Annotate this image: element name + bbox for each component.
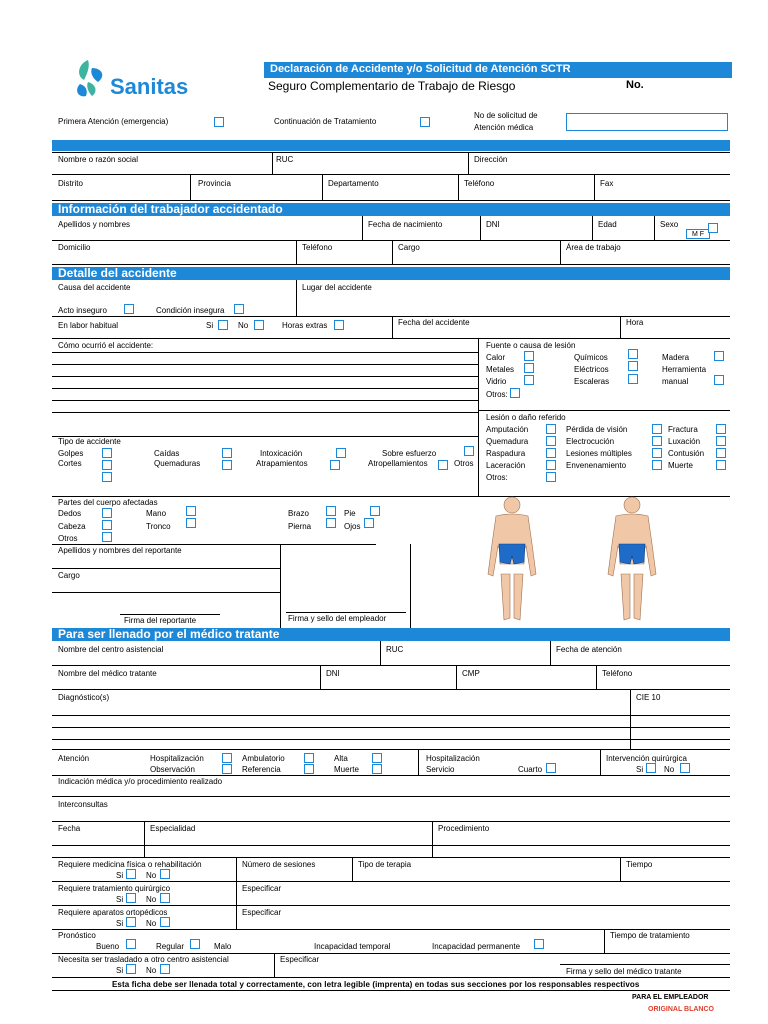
parte-brazo-label: Brazo bbox=[288, 509, 309, 518]
lesion-envenenamiento-checkbox[interactable] bbox=[652, 460, 662, 470]
parte-cabeza-label: Cabeza bbox=[58, 522, 86, 531]
servicio-label: Servicio bbox=[426, 765, 455, 774]
reportante-label: Apellidos y nombres del reportante bbox=[58, 546, 182, 555]
especialidad-label: Especialidad bbox=[150, 824, 196, 833]
parte-pierna-label: Pierna bbox=[288, 522, 312, 531]
tipo-title: Tipo de accidente bbox=[58, 437, 121, 446]
lesion-electrocucion-label: Electrocución bbox=[566, 437, 615, 446]
acto-inseguro-checkbox[interactable] bbox=[124, 304, 134, 314]
tipo-intoxicacion-checkbox[interactable] bbox=[336, 448, 346, 458]
tipo-golpes-label: Golpes bbox=[58, 449, 84, 458]
referencia-label: Referencia bbox=[242, 765, 281, 774]
partes-title: Partes del cuerpo afectadas bbox=[58, 498, 158, 507]
firma-reportante-label: Firma del reportante bbox=[124, 616, 197, 625]
horas-extras-label: Horas extras bbox=[282, 321, 328, 330]
apellidos-label: Apellidos y nombres bbox=[58, 220, 131, 229]
tipo-intoxicacion-label: Intoxicación bbox=[260, 449, 303, 458]
apar-si-label: Si bbox=[116, 919, 124, 928]
lesion-muerte-label: Muerte bbox=[668, 461, 693, 470]
trabajador-section-title: Información del trabajador accidentado bbox=[58, 202, 283, 216]
lesion-raspadura-checkbox[interactable] bbox=[546, 448, 556, 458]
parte-otros-label: Otros bbox=[58, 534, 78, 543]
traslado-si-checkbox[interactable] bbox=[126, 964, 136, 974]
lesion-perdida-vision-checkbox[interactable] bbox=[652, 424, 662, 434]
lesion-multiples-checkbox[interactable] bbox=[652, 448, 662, 458]
labor-si-checkbox[interactable] bbox=[218, 320, 228, 330]
referencia-checkbox[interactable] bbox=[304, 764, 314, 774]
lesion-quemadura-checkbox[interactable] bbox=[546, 436, 556, 446]
form-number-label: No. bbox=[626, 79, 644, 91]
parte-brazo-checkbox[interactable] bbox=[326, 506, 336, 516]
tipo-sobre-esfuerzo-label: Sobre esfuerzo bbox=[382, 449, 437, 458]
form-title: Declaración de Accidente y/o Solicitud de Atención SCTR bbox=[270, 63, 571, 75]
parte-cabeza-checkbox[interactable] bbox=[102, 520, 112, 530]
fuente-electricos-checkbox[interactable] bbox=[628, 361, 638, 371]
fuente-electricos-label: Eléctricos bbox=[574, 365, 609, 374]
tipo-atropellamientos-checkbox[interactable] bbox=[438, 460, 448, 470]
lesion-title: Lesión o daño referido bbox=[486, 413, 566, 422]
centro-asistencial-label: Nombre del centro asistencial bbox=[58, 645, 164, 654]
tratamiento-quirurgico-label: Requiere tratamiento quirúrgico bbox=[58, 884, 171, 893]
distrito-label: Distrito bbox=[58, 179, 83, 188]
quir-no-label: No bbox=[146, 895, 157, 904]
interv-si-checkbox[interactable] bbox=[646, 763, 656, 773]
quir-si-checkbox[interactable] bbox=[126, 893, 136, 903]
lesion-quemadura-label: Quemadura bbox=[486, 437, 529, 446]
direccion-label: Dirección bbox=[474, 155, 508, 164]
form-subtitle: Seguro Complementario de Trabajo de Riesgo bbox=[268, 79, 516, 93]
lesion-otros-checkbox[interactable] bbox=[546, 472, 556, 482]
alta-label: Alta bbox=[334, 754, 348, 763]
firma-medico-label: Firma y sello del médico tratante bbox=[566, 967, 682, 976]
labor-si-label: Si bbox=[206, 321, 214, 330]
observacion-checkbox[interactable] bbox=[222, 764, 232, 774]
tipo-cortes-checkbox[interactable] bbox=[102, 460, 112, 470]
parte-tronco-checkbox[interactable] bbox=[186, 518, 196, 528]
parte-tronco-label: Tronco bbox=[146, 522, 171, 531]
muerte-label: Muerte bbox=[334, 765, 359, 774]
hospitalizacion-checkbox[interactable] bbox=[222, 753, 232, 763]
parte-mano-label: Mano bbox=[146, 509, 167, 518]
tiempo-tratamiento-label: Tiempo de tratamiento bbox=[610, 931, 690, 940]
nombre-medico-label: Nombre del médico tratante bbox=[58, 669, 157, 678]
ruc-label: RUC bbox=[276, 155, 294, 164]
dni-label: DNI bbox=[486, 220, 500, 229]
fuente-madera-checkbox[interactable] bbox=[714, 351, 724, 361]
lesion-electrocucion-checkbox[interactable] bbox=[652, 436, 662, 446]
continuacion-label: Continuación de Tratamiento bbox=[274, 117, 377, 126]
diagnostico-label: Diagnóstico(s) bbox=[58, 693, 110, 702]
parte-ojos-label: Ojos bbox=[344, 522, 361, 531]
intervencion-label: Intervención quirúrgica bbox=[606, 754, 687, 763]
domicilio-label: Domicilio bbox=[58, 243, 91, 252]
interv-no-checkbox[interactable] bbox=[680, 763, 690, 773]
sanitas-leaf-logo-icon bbox=[74, 58, 106, 100]
fuente-quimicos-label: Químicos bbox=[574, 353, 608, 362]
fecha-accidente-label: Fecha del accidente bbox=[398, 318, 470, 327]
labor-no-checkbox[interactable] bbox=[254, 320, 264, 330]
labor-no-label: No bbox=[238, 321, 249, 330]
aparatos-ortopedicos-label: Requiere aparatos ortopédicos bbox=[58, 908, 168, 917]
tipo-extra-checkbox[interactable] bbox=[102, 472, 112, 482]
parte-dedos-label: Dedos bbox=[58, 509, 82, 518]
parte-otros-checkbox[interactable] bbox=[102, 532, 112, 542]
apar-si-checkbox[interactable] bbox=[126, 917, 136, 927]
dni-medico-label: DNI bbox=[326, 669, 340, 678]
lesion-otros-label: Otros: bbox=[486, 473, 508, 482]
fuente-vidrio-checkbox[interactable] bbox=[524, 375, 534, 385]
sexo-label: Sexo bbox=[660, 220, 679, 229]
fuente-metales-checkbox[interactable] bbox=[524, 363, 534, 373]
provincia-label: Provincia bbox=[198, 179, 231, 188]
fuente-herramienta-label: Herramienta bbox=[662, 365, 707, 374]
pronostico-regular-label: Regular bbox=[156, 942, 185, 951]
lesion-amputacion-label: Amputación bbox=[486, 425, 529, 434]
fuente-quimicos-checkbox[interactable] bbox=[628, 349, 638, 359]
fuente-escaleras-checkbox[interactable] bbox=[628, 374, 638, 384]
lesion-muerte-checkbox[interactable] bbox=[716, 460, 726, 470]
fuente-manual-label: manual bbox=[662, 377, 689, 386]
fuente-otros-checkbox[interactable] bbox=[510, 388, 520, 398]
area-trabajo-label: Área de trabajo bbox=[566, 243, 621, 252]
fuente-metales-label: Metales bbox=[486, 365, 515, 374]
empresa-section-bar bbox=[52, 140, 730, 151]
quir-si-label: Si bbox=[116, 895, 124, 904]
fuente-escaleras-label: Escaleras bbox=[574, 377, 610, 386]
fisica-no-label: No bbox=[146, 871, 157, 880]
acto-inseguro-label: Acto inseguro bbox=[58, 306, 107, 315]
condicion-insegura-label: Condición insegura bbox=[156, 306, 225, 315]
continuacion-checkbox[interactable] bbox=[420, 117, 430, 127]
traslado-si-label: Si bbox=[116, 966, 124, 975]
body-front-icon bbox=[476, 494, 548, 624]
traslado-no-checkbox[interactable] bbox=[160, 964, 170, 974]
horas-extras-checkbox[interactable] bbox=[334, 320, 344, 330]
fuente-calor-label: Calor bbox=[486, 353, 506, 362]
fuente-madera-label: Madera bbox=[662, 353, 690, 362]
parte-pie-label: Pie bbox=[344, 509, 356, 518]
fuente-otros-label: Otros: bbox=[486, 390, 508, 399]
primera-atencion-label: Primera Atención (emergencia) bbox=[58, 117, 169, 126]
cuarto-checkbox[interactable] bbox=[546, 763, 556, 773]
tipo-caidas-label: Caídas bbox=[154, 449, 180, 458]
tiempo-label: Tiempo bbox=[626, 860, 653, 869]
fecha-nacimiento-label: Fecha de nacimiento bbox=[368, 220, 443, 229]
cargo-trabajador-label: Cargo bbox=[398, 243, 420, 252]
cuarto-label: Cuarto bbox=[518, 765, 543, 774]
detalle-section-title: Detalle del accidente bbox=[58, 266, 177, 280]
parte-pie-checkbox[interactable] bbox=[370, 506, 380, 516]
incapacidad-temporal-label: Incapacidad temporal bbox=[314, 942, 391, 951]
traslado-no-label: No bbox=[146, 966, 157, 975]
lesion-amputacion-checkbox[interactable] bbox=[546, 424, 556, 434]
especificar-traslado-label: Especificar bbox=[280, 955, 320, 964]
tipo-quemaduras-label: Quemaduras bbox=[154, 459, 201, 468]
lesion-luxacion-checkbox[interactable] bbox=[716, 436, 726, 446]
apar-no-label: No bbox=[146, 919, 157, 928]
pronostico-bueno-checkbox[interactable] bbox=[126, 939, 136, 949]
cmp-label: CMP bbox=[462, 669, 480, 678]
pronostico-bueno-label: Bueno bbox=[96, 942, 120, 951]
traslado-label: Necesita ser trasladado a otro centro asistencial bbox=[58, 955, 229, 964]
lesion-multiples-label: Lesiones múltiples bbox=[566, 449, 632, 458]
tipo-terapia-label: Tipo de terapia bbox=[358, 860, 412, 869]
tipo-atrapamientos-label: Atrapamientos bbox=[256, 459, 308, 468]
parte-dedos-checkbox[interactable] bbox=[102, 508, 112, 518]
pronostico-regular-checkbox[interactable] bbox=[190, 939, 200, 949]
incapacidad-permanente-checkbox[interactable] bbox=[534, 939, 544, 949]
parte-mano-checkbox[interactable] bbox=[186, 506, 196, 516]
apar-no-checkbox[interactable] bbox=[160, 917, 170, 927]
sexo-f-checkbox[interactable] bbox=[708, 223, 718, 233]
hospitalizacion2-label: Hospitalización bbox=[426, 754, 480, 763]
lesion-fractura-checkbox[interactable] bbox=[716, 424, 726, 434]
tipo-sobre-esfuerzo-checkbox[interactable] bbox=[464, 446, 474, 456]
brand-name: Sanitas bbox=[110, 74, 189, 99]
copy-empleador-label: PARA EL EMPLEADOR bbox=[632, 994, 709, 1001]
tipo-atrapamientos-checkbox[interactable] bbox=[330, 460, 340, 470]
fuente-title: Fuente o causa de lesión bbox=[486, 341, 576, 350]
fisica-si-label: Si bbox=[116, 871, 124, 880]
razon-social-label: Nombre o razón social bbox=[58, 155, 139, 164]
footer-note: Esta ficha debe ser llenada total y correctamente, con letra legible (imprenta) en todas sus secciones por los responsables respectivos bbox=[112, 980, 640, 989]
lesion-contusion-checkbox[interactable] bbox=[716, 448, 726, 458]
tipo-golpes-checkbox[interactable] bbox=[102, 448, 112, 458]
hospitalizacion-label: Hospitalización bbox=[150, 754, 204, 763]
tipo-atropellamientos-label: Atropellamientos bbox=[368, 459, 428, 468]
edad-label: Edad bbox=[598, 220, 617, 229]
sesiones-label: Número de sesiones bbox=[242, 860, 316, 869]
tipo-otros-label: Otros bbox=[454, 459, 474, 468]
condicion-insegura-checkbox[interactable] bbox=[234, 304, 244, 314]
parte-pierna-checkbox[interactable] bbox=[326, 518, 336, 528]
no-solicitud-field[interactable] bbox=[566, 113, 728, 131]
telefono-medico-label: Teléfono bbox=[602, 669, 633, 678]
alta-checkbox[interactable] bbox=[372, 753, 382, 763]
no-solicitud-label: No de solicitud de bbox=[474, 111, 538, 120]
cargo-reportante-label: Cargo bbox=[58, 571, 80, 580]
lesion-laceracion-checkbox[interactable] bbox=[546, 460, 556, 470]
fuente-calor-checkbox[interactable] bbox=[524, 351, 534, 361]
lesion-laceracion-label: Laceración bbox=[486, 461, 526, 470]
lesion-raspadura-label: Raspadura bbox=[486, 449, 526, 458]
muerte-checkbox[interactable] bbox=[372, 764, 382, 774]
medicina-fisica-label: Requiere medicina física o rehabilitación bbox=[58, 860, 202, 869]
pronostico-label: Pronóstico bbox=[58, 931, 96, 940]
procedimiento-label: Procedimiento bbox=[438, 824, 490, 833]
tipo-cortes-label: Cortes bbox=[58, 459, 82, 468]
labor-habitual-label: En labor habitual bbox=[58, 321, 119, 330]
ruc-centro-label: RUC bbox=[386, 645, 404, 654]
incapacidad-permanente-label: Incapacidad permanente bbox=[432, 942, 521, 951]
medico-section-title: Para ser llenado por el médico tratante bbox=[58, 627, 280, 641]
body-back-icon bbox=[596, 494, 668, 624]
lesion-contusion-label: Contusión bbox=[668, 449, 705, 458]
fax-label: Fax bbox=[600, 179, 614, 188]
fecha-interconsulta-label: Fecha bbox=[58, 824, 81, 833]
especificar-apar-label: Especificar bbox=[242, 908, 282, 917]
copy-original-label: ORIGINAL BLANCO bbox=[648, 1006, 714, 1013]
lesion-luxacion-label: Luxación bbox=[668, 437, 701, 446]
lesion-envenenamiento-label: Envenenamiento bbox=[566, 461, 627, 470]
firma-empleador-label: Firma y sello del empleador bbox=[288, 614, 387, 623]
cie10-label: CIE 10 bbox=[636, 693, 661, 702]
hora-label: Hora bbox=[626, 318, 644, 327]
fisica-no-checkbox[interactable] bbox=[160, 869, 170, 879]
quir-no-checkbox[interactable] bbox=[160, 893, 170, 903]
lugar-label: Lugar del accidente bbox=[302, 283, 372, 292]
atencion-medica-label: Atención médica bbox=[474, 123, 534, 132]
ambulatorio-label: Ambulatorio bbox=[242, 754, 285, 763]
fecha-atencion-label: Fecha de atención bbox=[556, 645, 622, 654]
especificar-quir-label: Especificar bbox=[242, 884, 282, 893]
tipo-quemaduras-checkbox[interactable] bbox=[222, 460, 232, 470]
sexo-mf-label: M F bbox=[692, 231, 705, 238]
atencion-label: Atención bbox=[58, 754, 90, 763]
causa-label: Causa del accidente bbox=[58, 283, 131, 292]
lesion-perdida-vision-label: Pérdida de visión bbox=[566, 425, 628, 434]
observacion-label: Observación bbox=[150, 765, 195, 774]
telefono-trabajador-label: Teléfono bbox=[302, 243, 333, 252]
fuente-vidrio-label: Vidrio bbox=[486, 377, 507, 386]
indicacion-label: Indicación médica y/o procedimiento realizado bbox=[58, 777, 223, 786]
fuente-herramienta-checkbox[interactable] bbox=[714, 375, 724, 385]
primera-atencion-checkbox[interactable] bbox=[214, 117, 224, 127]
tipo-caidas-checkbox[interactable] bbox=[222, 448, 232, 458]
lesion-fractura-label: Fractura bbox=[668, 425, 698, 434]
departamento-label: Departamento bbox=[328, 179, 379, 188]
como-ocurrio-label: Cómo ocurrió el accidente: bbox=[58, 341, 154, 350]
interv-no-label: No bbox=[664, 765, 675, 774]
sexo-checkbox[interactable] bbox=[686, 229, 710, 239]
ambulatorio-checkbox[interactable] bbox=[304, 753, 314, 763]
fisica-si-checkbox[interactable] bbox=[126, 869, 136, 879]
parte-ojos-checkbox[interactable] bbox=[364, 518, 374, 528]
pronostico-malo-label: Malo bbox=[214, 942, 232, 951]
telefono-empresa-label: Teléfono bbox=[464, 179, 495, 188]
interv-si-label: Si bbox=[636, 765, 644, 774]
interconsultas-label: Interconsultas bbox=[58, 800, 108, 809]
